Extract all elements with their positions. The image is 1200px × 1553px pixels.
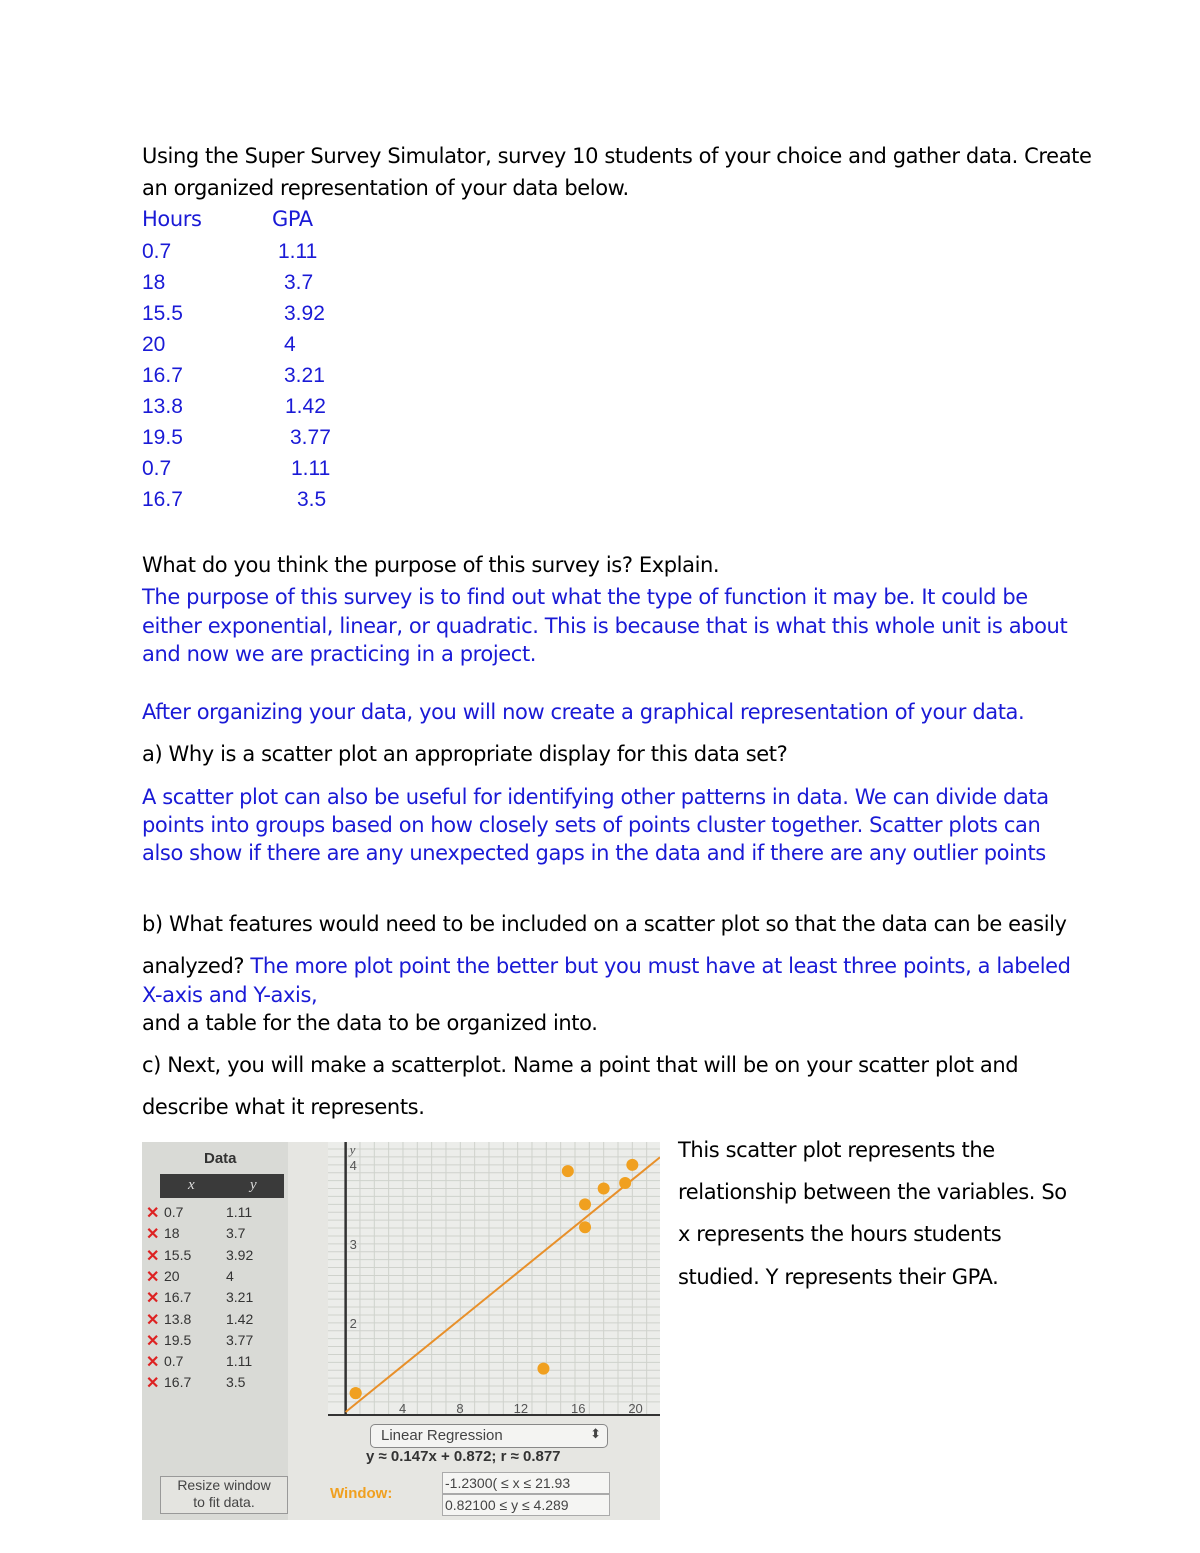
side-text-line2: relationship between the variables. So xyxy=(678,1180,1067,1204)
resize-label-line1: Resize window xyxy=(177,1477,271,1493)
hours-cell: 0.7 xyxy=(142,457,172,480)
hours-cell: 20 xyxy=(142,333,166,356)
data-point xyxy=(579,1198,591,1210)
hours-cell: 13.8 xyxy=(142,395,183,418)
remove-row-icon[interactable]: ✕ xyxy=(146,1290,160,1308)
question-a: a) Why is a scatter plot an appropriate display for this data set? xyxy=(142,742,788,766)
hours-cell: 16.7 xyxy=(142,364,183,387)
calc-data-row xyxy=(146,1203,286,1224)
calc-data-row xyxy=(146,1288,286,1309)
purpose-answer-line2: either exponential, linear, or quadratic. This is because that is what this whole unit is about xyxy=(142,614,1068,638)
remove-row-icon[interactable]: ✕ xyxy=(146,1268,160,1286)
x-tick-label: 4 xyxy=(398,1401,407,1416)
calc-x-value[interactable]: 20 xyxy=(164,1267,180,1284)
select-arrows-icon: ⬍ xyxy=(590,1426,601,1441)
hours-cell: 15.5 xyxy=(142,302,183,325)
gpa-cell: 3.5 xyxy=(297,488,327,511)
calc-data-row xyxy=(146,1246,286,1267)
question-b-analyzed: analyzed? xyxy=(142,954,245,978)
scatter-plot xyxy=(328,1142,660,1416)
calc-y-value[interactable]: 3.21 xyxy=(226,1289,254,1306)
remove-row-icon[interactable]: ✕ xyxy=(146,1375,160,1393)
data-point xyxy=(537,1363,549,1375)
purpose-answer-line3: and now we are practicing in a project. xyxy=(142,642,537,666)
question-b-line1: b) What features would need to be included on a scatter plot so that the data can be easily xyxy=(142,912,1067,936)
question-c-line1: c) Next, you will make a scatterplot. Name a point that will be on your scatter plot and xyxy=(142,1053,1019,1077)
calc-x-value[interactable]: 0.7 xyxy=(164,1204,184,1220)
gpa-cell: 3.21 xyxy=(284,364,325,387)
data-point xyxy=(619,1177,631,1189)
x-tick-label: 20 xyxy=(628,1401,643,1416)
hours-cell: 19.5 xyxy=(142,426,183,449)
calc-x-value[interactable]: 18 xyxy=(164,1225,180,1242)
regression-select-label: Linear Regression xyxy=(381,1427,503,1444)
calc-y-value[interactable]: 3.92 xyxy=(226,1246,254,1263)
answer-b-line2: X-axis and Y-axis, xyxy=(142,983,318,1007)
data-panel-title: Data xyxy=(204,1150,237,1167)
purpose-question: What do you think the purpose of this survey is? Explain. xyxy=(142,553,720,577)
calc-data-row xyxy=(146,1310,286,1331)
calc-data-row xyxy=(146,1352,286,1373)
answer-a-line2: points into groups based on how closely sets of points cluster together. Scatter plots can xyxy=(142,813,1041,837)
calc-x-value[interactable]: 16.7 xyxy=(164,1374,192,1391)
window-x-value: -1.2300( ≤ x ≤ 21.93 xyxy=(445,1475,571,1491)
purpose-answer-line1: The purpose of this survey is to find out what the type of function it may be. It could be xyxy=(142,585,1028,609)
intro-text-line2: an organized representation of your data below. xyxy=(142,176,629,200)
col-x-label: x xyxy=(188,1177,195,1193)
regression-select[interactable] xyxy=(370,1424,608,1448)
x-tick-label: 12 xyxy=(513,1401,529,1416)
calc-data-row xyxy=(146,1267,286,1288)
calc-x-value[interactable]: 16.7 xyxy=(164,1289,192,1306)
data-point xyxy=(626,1159,638,1171)
calc-y-value[interactable]: 3.7 xyxy=(226,1225,246,1242)
calc-x-value[interactable]: 0.7 xyxy=(164,1353,184,1370)
x-tick-label: 8 xyxy=(456,1401,464,1416)
question-b-line2 xyxy=(142,952,1071,980)
remove-row-icon[interactable]: ✕ xyxy=(146,1205,160,1222)
gpa-cell: 1.42 xyxy=(285,395,326,418)
hours-cell: 0.7 xyxy=(142,240,172,263)
calc-data-row xyxy=(146,1373,286,1394)
data-panel xyxy=(142,1142,288,1520)
intro-text-line1: Using the Super Survey Simulator, survey 10 students of your choice and gather data. Create xyxy=(142,144,1092,168)
answer-a-line3: also show if there are any unexpected gaps in the data and if there are any outlier points xyxy=(142,841,1046,865)
gpa-cell: 1.11 xyxy=(291,457,331,480)
hours-cell: 18 xyxy=(142,271,166,294)
calc-y-value[interactable]: 1.11 xyxy=(226,1353,253,1370)
remove-row-icon[interactable]: ✕ xyxy=(146,1354,160,1372)
answer-a-line1: A scatter plot can also be useful for identifying other patterns in data. We can divide data xyxy=(142,785,1049,809)
y-tick-label: 3 xyxy=(349,1236,357,1252)
gpa-cell: 4 xyxy=(284,333,296,356)
calc-data-row xyxy=(146,1331,286,1352)
data-point xyxy=(350,1387,362,1399)
data-point xyxy=(579,1221,591,1233)
data-panel-header xyxy=(160,1174,284,1198)
question-c-line2: describe what it represents. xyxy=(142,1095,425,1119)
answer-b-line1: The more plot point the better but you must have at least three points, a labeled xyxy=(250,954,1071,978)
hours-cell: 16.7 xyxy=(142,488,183,511)
data-point xyxy=(598,1183,610,1195)
side-text-line1: This scatter plot represents the xyxy=(678,1138,995,1162)
resize-window-button[interactable] xyxy=(160,1476,288,1514)
gpa-cell: 3.92 xyxy=(284,302,325,325)
remove-row-icon[interactable]: ✕ xyxy=(146,1226,160,1244)
window-y-field[interactable] xyxy=(442,1494,610,1516)
x-tick-label: 16 xyxy=(570,1401,586,1416)
scatterplot-screenshot xyxy=(142,1142,660,1520)
window-label: Window: xyxy=(330,1485,393,1502)
gpa-header: GPA xyxy=(272,207,313,231)
data-point xyxy=(562,1165,574,1177)
calc-y-value[interactable]: 3.5 xyxy=(226,1374,246,1391)
side-text-line3: x represents the hours students xyxy=(678,1222,1002,1246)
calc-x-value[interactable]: 13.8 xyxy=(164,1310,192,1327)
regression-equation: y ≈ 0.147x + 0.872; r ≈ 0.877 xyxy=(366,1448,561,1465)
window-y-value: 0.82100 ≤ y ≤ 4.289 xyxy=(445,1497,569,1513)
remove-row-icon[interactable]: ✕ xyxy=(146,1247,160,1265)
after-organizing-text: After organizing your data, you will now create a graphical representation of your data. xyxy=(142,700,1025,724)
calc-y-value[interactable]: 1.42 xyxy=(226,1310,254,1327)
calc-x-value[interactable]: 19.5 xyxy=(164,1331,192,1348)
answer-b-line3: and a table for the data to be organized into. xyxy=(142,1011,598,1035)
calc-y-value[interactable]: 1.11 xyxy=(226,1204,253,1220)
gpa-cell: 1.11 xyxy=(278,240,318,263)
calc-y-value[interactable]: 4 xyxy=(226,1267,234,1284)
remove-row-icon[interactable]: ✕ xyxy=(146,1332,160,1350)
calc-x-value[interactable]: 15.5 xyxy=(164,1246,192,1263)
y-axis-name: y xyxy=(349,1142,356,1157)
window-x-field[interactable] xyxy=(442,1472,610,1494)
gpa-cell: 3.77 xyxy=(290,426,331,449)
hours-header: Hours xyxy=(142,207,202,231)
remove-row-icon[interactable]: ✕ xyxy=(146,1311,160,1329)
y-tick-label: 4 xyxy=(349,1157,357,1173)
gpa-cell: 3.7 xyxy=(284,271,314,294)
col-y-label: y xyxy=(250,1177,257,1193)
regression-line xyxy=(346,1157,660,1412)
calc-data-row xyxy=(146,1224,286,1245)
calc-y-value[interactable]: 3.77 xyxy=(226,1331,254,1348)
y-tick-label: 2 xyxy=(349,1315,357,1331)
side-text-line4: studied. Y represents their GPA. xyxy=(678,1265,999,1289)
resize-label-line2: to fit data. xyxy=(193,1494,255,1510)
